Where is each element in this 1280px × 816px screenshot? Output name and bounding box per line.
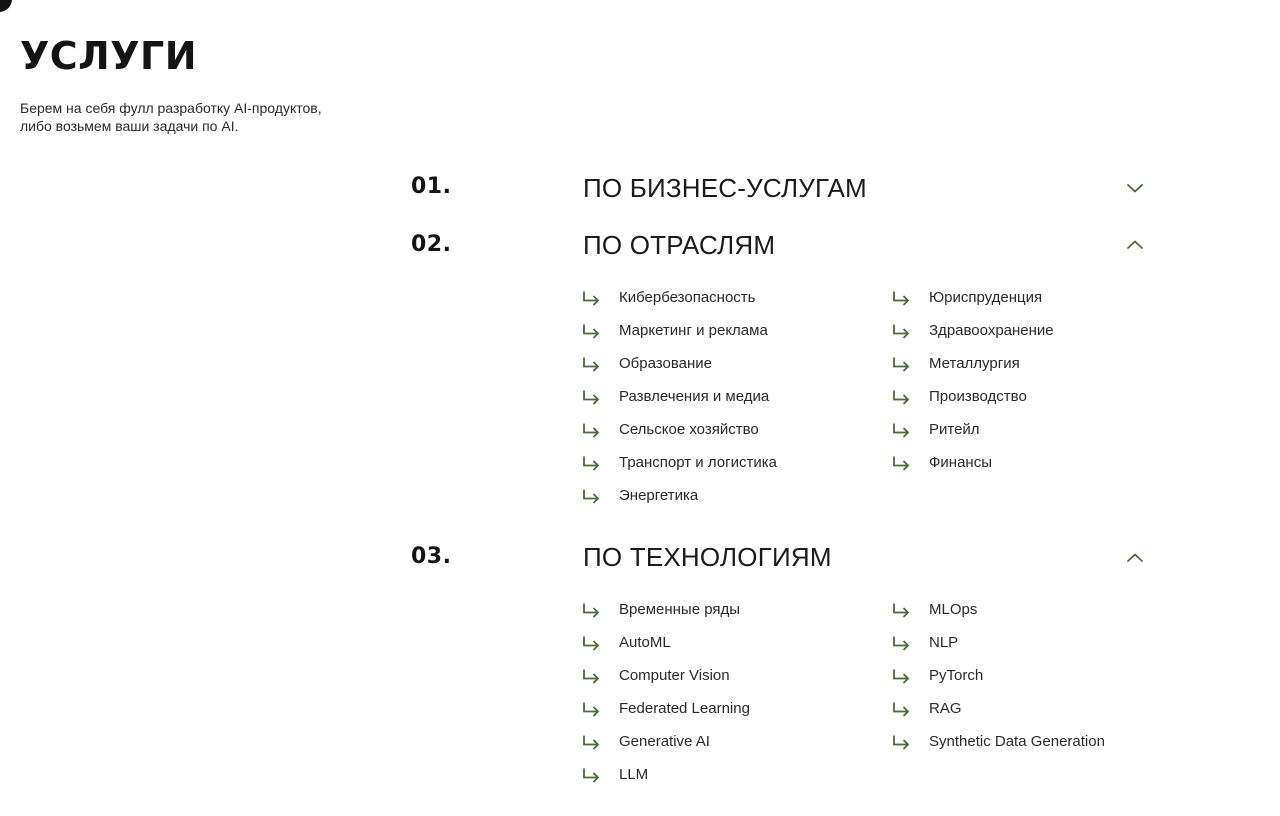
list-item-label: Энергетика xyxy=(619,487,699,504)
list-item[interactable] xyxy=(582,380,777,413)
list-item[interactable] xyxy=(582,659,750,692)
list-item[interactable] xyxy=(892,692,1105,725)
list-item-label: Металлургия xyxy=(929,355,1020,372)
arrow-right-icon xyxy=(582,602,601,618)
list-item[interactable] xyxy=(582,413,777,446)
list-item[interactable] xyxy=(582,692,750,725)
chevron-up-icon[interactable] xyxy=(1126,552,1144,564)
list-item[interactable] xyxy=(582,314,777,347)
arrow-right-icon xyxy=(582,422,601,438)
list-item-label: Synthetic Data Generation xyxy=(929,733,1105,750)
list-item-label: Юриспруденция xyxy=(929,289,1043,306)
chevron-down-icon[interactable] xyxy=(1126,182,1144,194)
list-item-label: Временные ряды xyxy=(619,601,741,618)
arrow-right-icon xyxy=(582,734,601,750)
list-item[interactable] xyxy=(892,347,1054,380)
list-item-label: Производство xyxy=(929,388,1027,405)
section-number: 02. xyxy=(411,232,452,257)
section-number: 03. xyxy=(411,544,452,569)
subtitle-line: Берем на себя фулл разработку AI-продуктов, xyxy=(20,100,322,116)
arrow-right-icon xyxy=(582,635,601,651)
list-item-label: AutoML xyxy=(619,634,671,651)
arrow-right-icon xyxy=(892,422,911,438)
list-item-label: Сельское хозяйство xyxy=(619,421,759,438)
arrow-right-icon xyxy=(892,668,911,684)
industries-list-right xyxy=(892,281,1054,479)
arrow-right-icon xyxy=(582,389,601,405)
technologies-list-right xyxy=(892,593,1105,758)
chevron-up-icon[interactable] xyxy=(1126,239,1144,251)
corner-dot xyxy=(0,0,12,12)
list-item[interactable] xyxy=(582,626,750,659)
list-item-label: Generative AI xyxy=(619,733,710,750)
arrow-right-icon xyxy=(892,635,911,651)
list-item[interactable] xyxy=(582,725,750,758)
arrow-right-icon xyxy=(892,455,911,471)
arrow-right-icon xyxy=(892,701,911,717)
list-item[interactable] xyxy=(582,446,777,479)
technologies-list-left xyxy=(582,593,750,791)
arrow-right-icon xyxy=(582,767,601,783)
arrow-right-icon xyxy=(892,602,911,618)
arrow-right-icon xyxy=(892,290,911,306)
section-title-technologies[interactable]: ПО ТЕХНОЛОГИЯМ xyxy=(583,542,832,572)
list-item-label: Образование xyxy=(619,355,712,372)
list-item[interactable] xyxy=(892,659,1105,692)
list-item[interactable] xyxy=(582,593,750,626)
list-item-label: NLP xyxy=(929,634,959,651)
arrow-right-icon xyxy=(582,488,601,504)
subtitle-line: либо возьмем ваши задачи по AI. xyxy=(20,118,239,134)
section-title-business[interactable]: ПО БИЗНЕС-УСЛУГАМ xyxy=(583,173,867,203)
section-number: 01. xyxy=(411,174,452,199)
page-subtitle xyxy=(20,99,400,135)
list-item-label: Финансы xyxy=(929,454,992,471)
list-item-label: MLOps xyxy=(929,601,978,618)
list-item-label: Federated Learning xyxy=(619,700,750,717)
list-item-label: Транспорт и логистика xyxy=(619,454,777,471)
list-item[interactable] xyxy=(892,281,1054,314)
arrow-right-icon xyxy=(582,290,601,306)
arrow-right-icon xyxy=(892,323,911,339)
list-item[interactable] xyxy=(582,347,777,380)
arrow-right-icon xyxy=(582,323,601,339)
list-item-label: Кибербезопасность xyxy=(619,289,756,306)
arrow-right-icon xyxy=(582,356,601,372)
section-title-industries[interactable]: ПО ОТРАСЛЯМ xyxy=(583,230,776,260)
list-item-label: Здравоохранение xyxy=(929,322,1054,339)
list-item-label: RAG xyxy=(929,700,962,717)
list-item[interactable] xyxy=(892,626,1105,659)
list-item-label: Computer Vision xyxy=(619,667,730,684)
arrow-right-icon xyxy=(582,701,601,717)
list-item[interactable] xyxy=(582,281,777,314)
list-item[interactable] xyxy=(892,446,1054,479)
list-item[interactable] xyxy=(892,380,1054,413)
list-item-label: Маркетинг и реклама xyxy=(619,322,768,339)
list-item[interactable] xyxy=(892,413,1054,446)
page-title: УСЛУГИ xyxy=(20,34,198,78)
arrow-right-icon xyxy=(582,455,601,471)
list-item[interactable] xyxy=(892,725,1105,758)
list-item-label: Ритейл xyxy=(929,421,980,438)
arrow-right-icon xyxy=(892,734,911,750)
list-item-label: Развлечения и медиа xyxy=(619,388,770,405)
list-item[interactable] xyxy=(892,593,1105,626)
arrow-right-icon xyxy=(892,389,911,405)
industries-list-left xyxy=(582,281,777,512)
arrow-right-icon xyxy=(892,356,911,372)
list-item-label: PyTorch xyxy=(929,667,984,684)
list-item[interactable] xyxy=(582,758,750,791)
list-item[interactable] xyxy=(582,479,777,512)
arrow-right-icon xyxy=(582,668,601,684)
list-item-label: LLM xyxy=(619,766,649,783)
list-item[interactable] xyxy=(892,314,1054,347)
